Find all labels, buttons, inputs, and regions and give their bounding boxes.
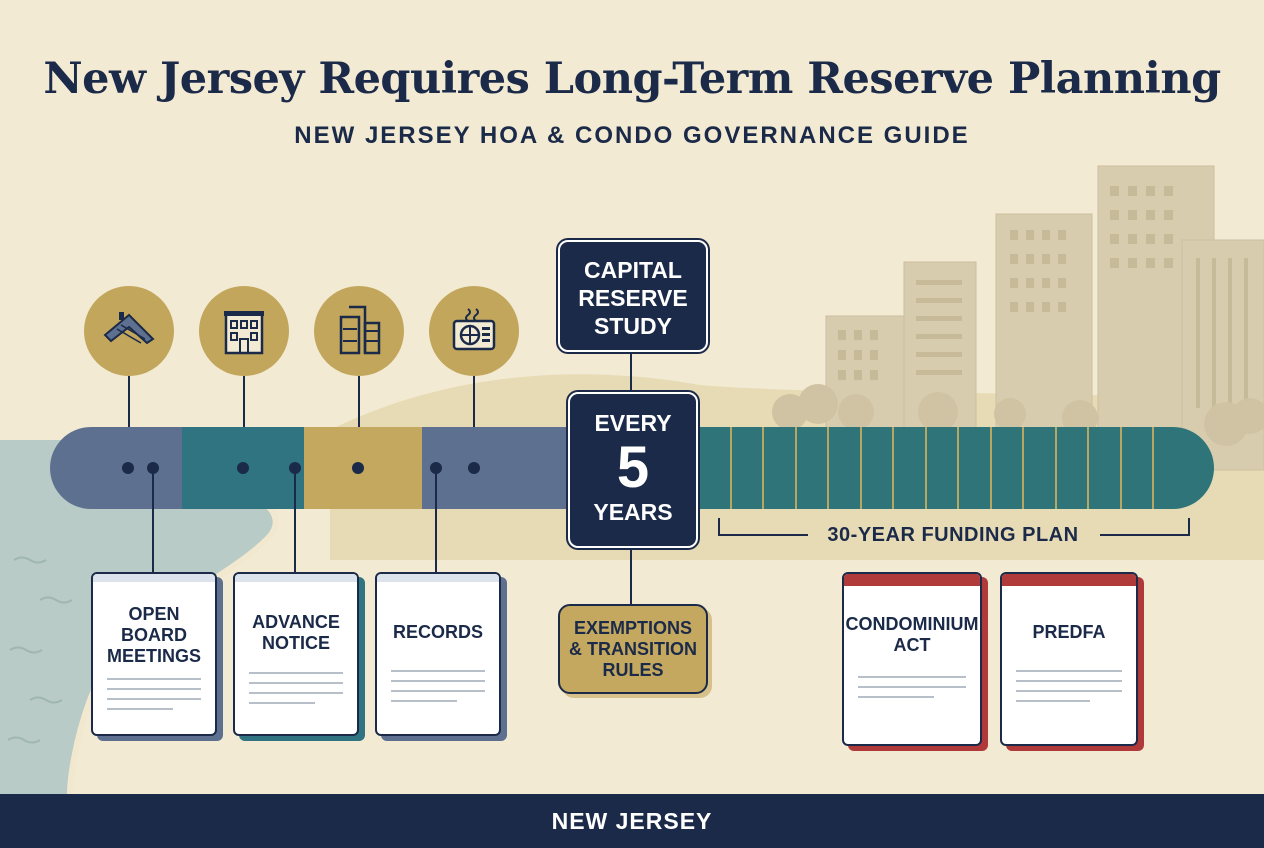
timeline-dot [468, 462, 480, 474]
connector-every-exemptions [630, 544, 632, 606]
card-label-line: ACT [893, 635, 931, 655]
capital-line: CAPITAL [584, 257, 682, 283]
hvac-unit-icon-badge [429, 286, 519, 376]
funding-year-tick [1152, 427, 1154, 509]
years-label: YEARS [593, 499, 673, 525]
card-label-line: OPEN [128, 604, 180, 624]
exemptions-line: RULES [602, 660, 664, 680]
timeline-dot [237, 462, 249, 474]
timeline-segment [50, 427, 182, 509]
construction-icon [329, 301, 389, 361]
condominium-act-card [842, 572, 982, 746]
construction-icon-badge [314, 286, 404, 376]
card-label-line: PREDFA [1032, 622, 1106, 642]
card-label-line: MEETINGS [106, 646, 201, 666]
connector-advance-notice [294, 468, 296, 574]
roof-icon-badge [84, 286, 174, 376]
hvac-unit-icon [444, 301, 504, 361]
capital-line: RESERVE [578, 285, 688, 311]
capital-reserve-study-box [558, 240, 708, 352]
page-title: New Jersey Requires Long-Term Reserve Planning [43, 54, 1221, 104]
every-5-years-box [568, 392, 698, 548]
connector-capital-every [630, 348, 632, 394]
funding-year-tick [892, 427, 894, 509]
funding-year-tick [1087, 427, 1089, 509]
roof-icon [99, 301, 159, 361]
timeline-dot [122, 462, 134, 474]
exemptions-line: EXEMPTIONS [573, 618, 693, 638]
funding-year-tick [957, 427, 959, 509]
card-label-line: RECORDS [392, 622, 483, 642]
funding-year-tick [990, 427, 992, 509]
card-label-line: ADVANCE [252, 612, 340, 632]
funding-year-tick [795, 427, 797, 509]
card-label-line: CONDOMINIUM [845, 614, 979, 634]
timeline-segment [422, 427, 567, 509]
records-card [375, 572, 501, 736]
funding-year-tick [1022, 427, 1024, 509]
timeline-dot [352, 462, 364, 474]
building-icon-badge [199, 286, 289, 376]
every-number: 5 [616, 435, 650, 500]
footer-banner: NEW JERSEY [0, 794, 1264, 848]
card-label-line: BOARD [121, 625, 187, 645]
exemptions-box [558, 604, 708, 694]
funding-year-tick [730, 427, 732, 509]
page-subtitle: NEW JERSEY HOA & CONDO GOVERNANCE GUIDE [294, 122, 970, 149]
advance-notice-card [233, 572, 359, 736]
building-icon [214, 301, 274, 361]
exemptions-line: & TRANSITION [569, 639, 697, 659]
card-label-line: NOTICE [261, 633, 330, 653]
funding-year-tick [1055, 427, 1057, 509]
funding-year-tick [925, 427, 927, 509]
capital-line: STUDY [594, 313, 672, 339]
funding-year-tick [762, 427, 764, 509]
every-label: EVERY [594, 410, 672, 436]
open-board-meetings-card [91, 572, 217, 736]
funding-year-tick [860, 427, 862, 509]
funding-year-tick [827, 427, 829, 509]
connector-records [435, 468, 437, 574]
connector-open-meetings [152, 468, 154, 574]
funding-plan-label: 30-YEAR FUNDING PLAN [827, 524, 1079, 546]
predfa-card [1000, 572, 1138, 746]
funding-year-tick [1120, 427, 1122, 509]
